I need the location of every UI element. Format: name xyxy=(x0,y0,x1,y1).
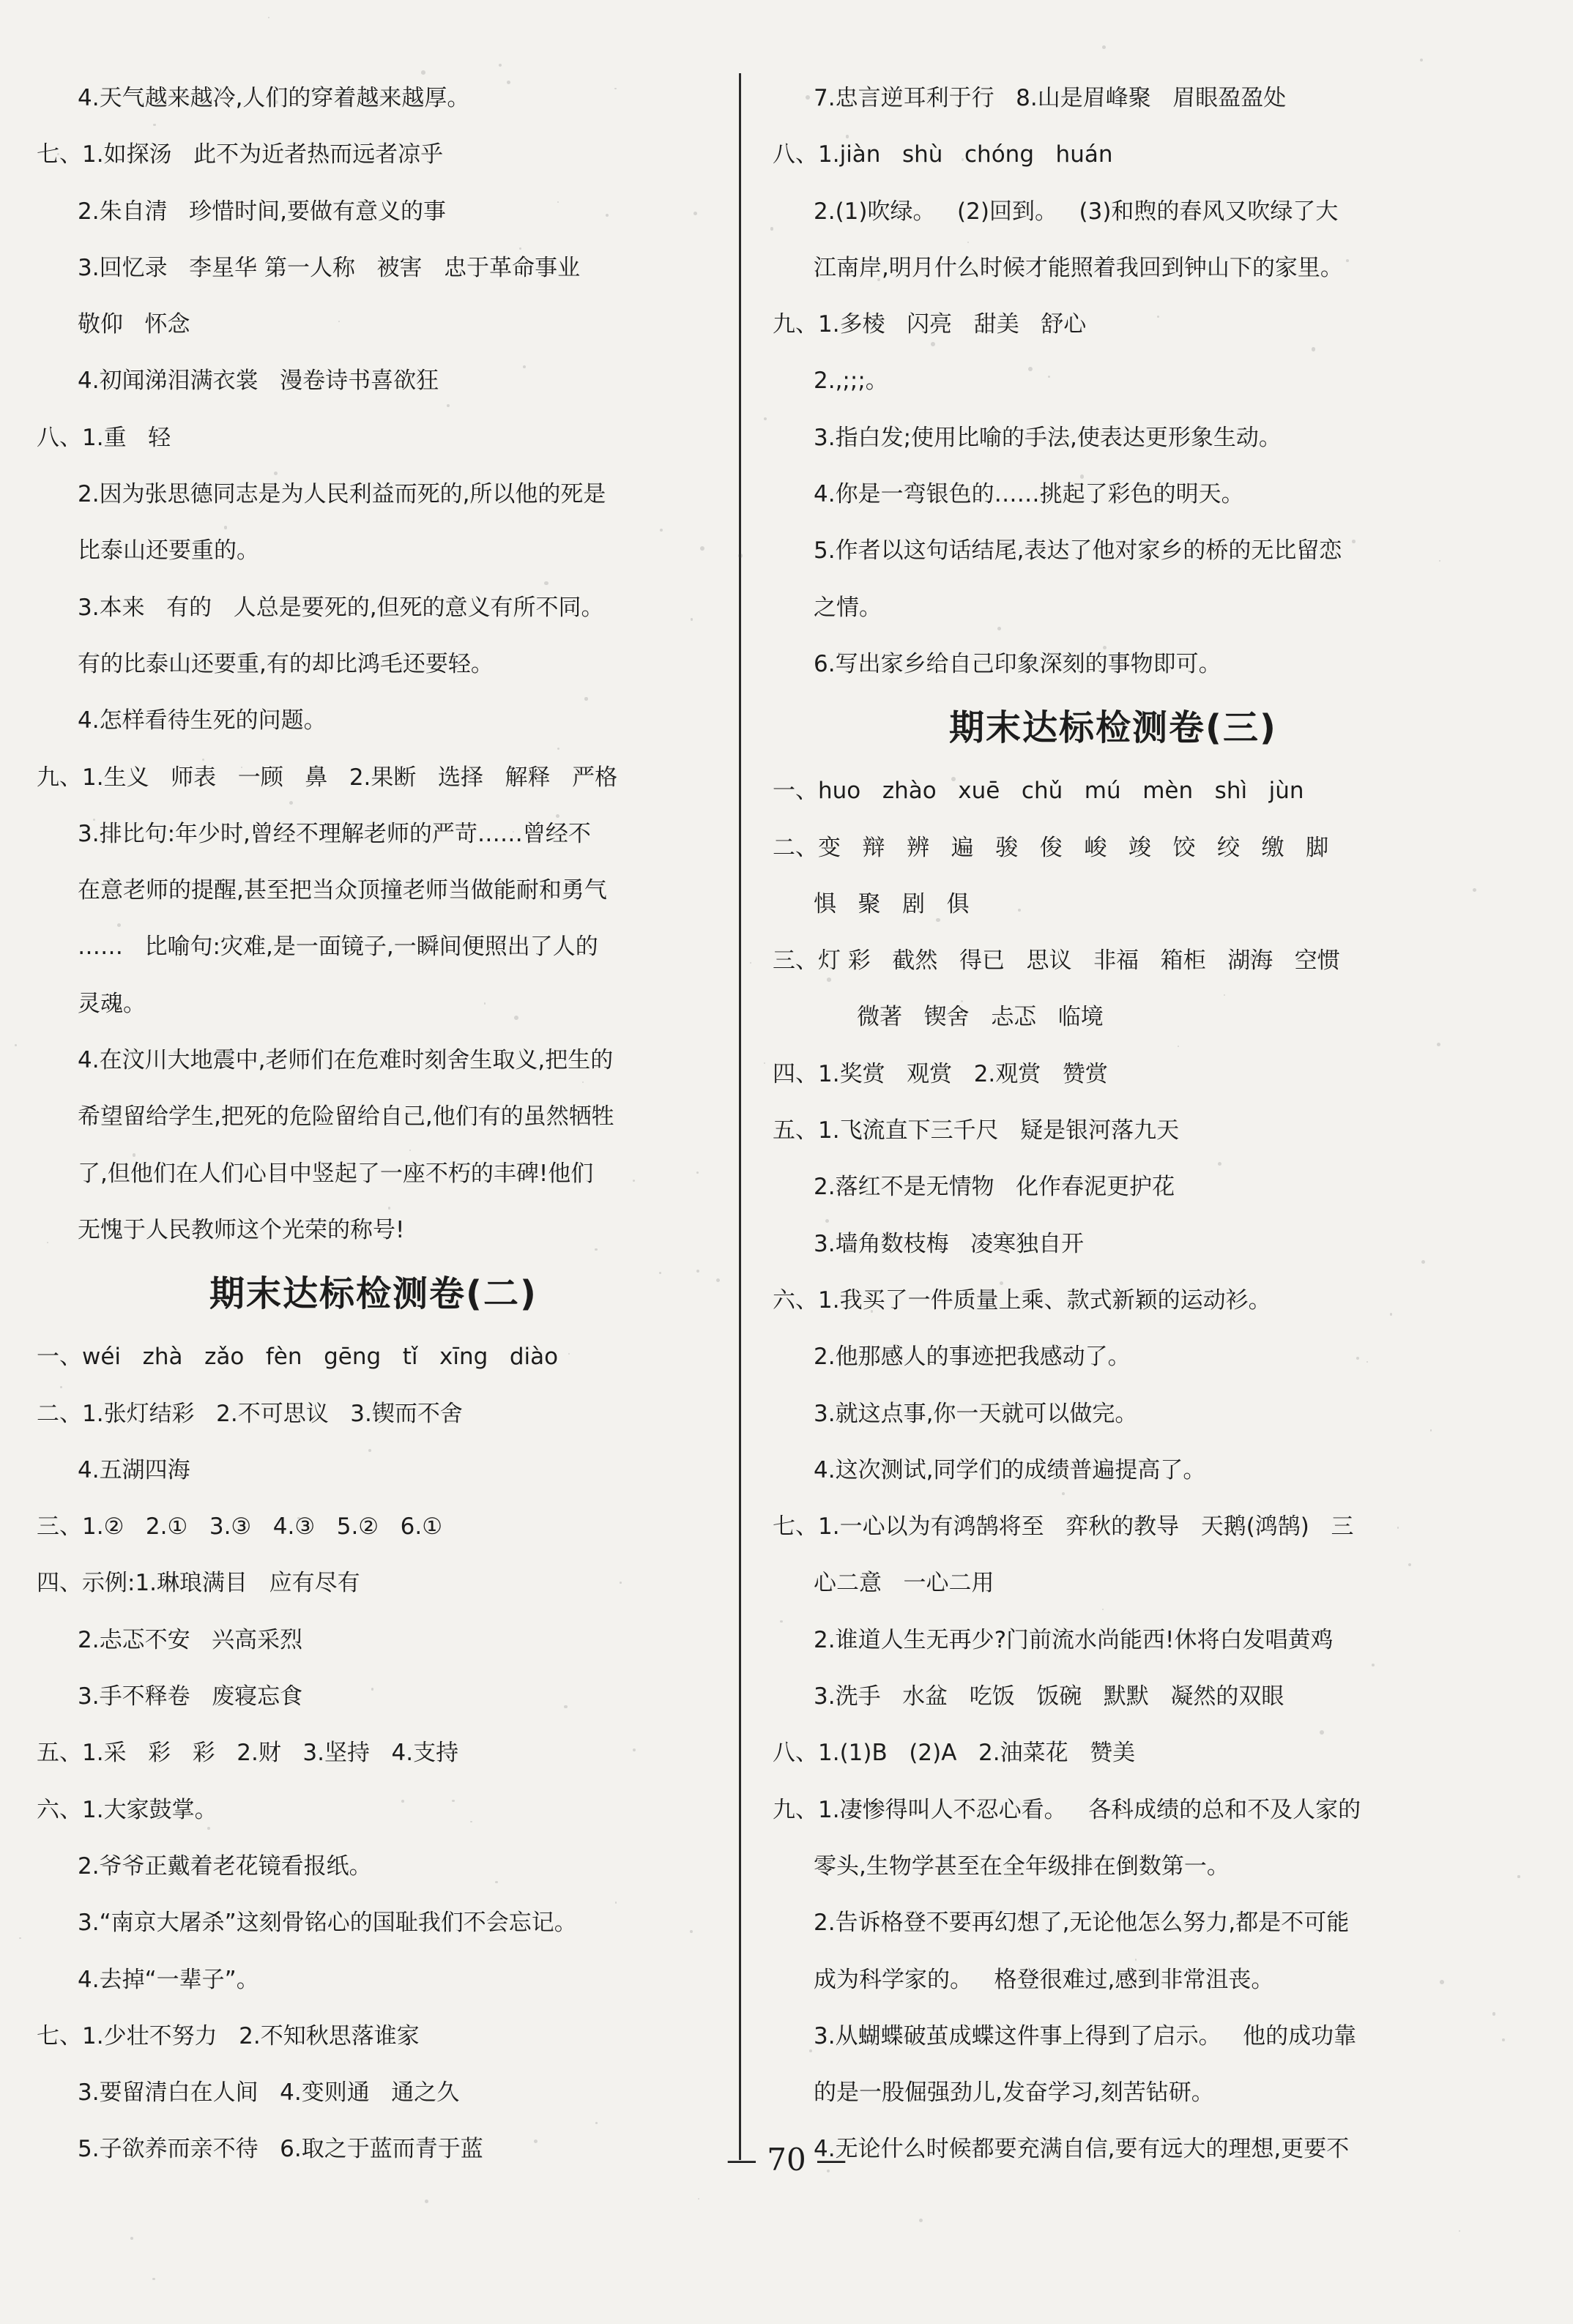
answer-line: 5.作者以这句话结尾,表达了他对家乡的桥的无比留恋 xyxy=(814,537,1342,565)
paper-speck xyxy=(827,977,831,982)
paper-speck xyxy=(93,819,95,821)
paper-speck xyxy=(1153,712,1155,715)
answer-line: 九、1.生义 师表 一顾 鼻 2.果断 选择 解释 严格 xyxy=(37,764,618,791)
answer-line: 心二意 一心二用 xyxy=(814,1570,994,1597)
answer-line: 零头,生物学甚至在全年级排在倒数第一。 xyxy=(814,1852,1230,1880)
paper-speck xyxy=(268,17,270,19)
paper-speck xyxy=(764,1062,765,1064)
answer-line: 的是一股倔强劲儿,发奋学习,刻苦钻研。 xyxy=(814,2079,1214,2107)
paper-speck xyxy=(1352,540,1356,543)
paper-speck xyxy=(130,2237,133,2240)
section-heading: 期末达标检测卷(三) xyxy=(949,707,1277,749)
paper-speck xyxy=(919,2219,923,2222)
paper-speck xyxy=(1102,45,1106,49)
paper-speck xyxy=(452,1800,455,1803)
paper-speck xyxy=(266,1122,267,1124)
answer-line: 3.墙角数枝梅 凌寒独自开 xyxy=(814,1230,1085,1257)
answer-line: 2.因为张思德同志是为人民利益而死的,所以他的死是 xyxy=(78,481,606,508)
answer-line: 4.五湖四海 xyxy=(78,1456,190,1483)
answer-line: 4.天气越来越冷,人们的穿着越来越厚。 xyxy=(78,85,470,111)
answer-line: 七、1.少壮不努力 2.不知秋思落谁家 xyxy=(37,2022,420,2049)
answer-line: 2.爷爷正戴着老花镜看报纸。 xyxy=(78,1852,372,1880)
paper-speck xyxy=(1459,2230,1460,2232)
answer-line: 3.从蝴蝶破茧成蝶这件事上得到了启示。 他的成功靠 xyxy=(814,2022,1357,2049)
answer-line: 九、1.凄惨得叫人不忍心看。 各科成绩的总和不及人家的 xyxy=(773,1796,1361,1823)
paper-speck xyxy=(152,2278,155,2281)
paper-speck xyxy=(951,777,956,781)
answer-line: 4.去掉“一辈子”。 xyxy=(78,1966,259,1993)
answer-line: 4.这次测试,同学们的成绩普遍提高了。 xyxy=(814,1456,1206,1483)
paper-speck xyxy=(846,135,849,138)
paper-speck xyxy=(470,1821,472,1823)
answer-line: 3.排比句:年少时,曾经不理解老师的严苛……曾经不 xyxy=(78,820,591,847)
paper-speck xyxy=(992,1910,996,1914)
answer-line: 在意老师的提醒,甚至把当众顶撞老师当做能耐和勇气 xyxy=(78,877,607,904)
answer-line: 之情。 xyxy=(814,594,882,621)
paper-speck xyxy=(780,1620,783,1623)
answer-line: 微著 锲舍 忐忑 临境 xyxy=(814,1004,1104,1031)
answer-line: 3.手不释卷 废寝忘食 xyxy=(78,1683,303,1710)
answer-line: 2.朱自清 珍惜时间,要做有意义的事 xyxy=(78,198,446,225)
paper-speck xyxy=(584,697,588,701)
answer-line: 一、huo zhào xuē chǔ mú mèn shì jùn xyxy=(773,778,1304,805)
paper-speck xyxy=(1430,1429,1432,1431)
paper-speck xyxy=(519,247,521,249)
paper-speck xyxy=(421,70,425,75)
paper-speck xyxy=(1346,259,1349,262)
answer-line: 2.他那感人的事迹把我感动了。 xyxy=(814,1344,1131,1371)
paper-speck xyxy=(1062,1492,1065,1495)
answer-line: 八、1.重 轻 xyxy=(37,424,171,451)
paper-speck xyxy=(174,1051,177,1054)
answer-line: 无愧于人民教师这个光荣的称号! xyxy=(78,1216,405,1243)
paper-speck xyxy=(114,827,116,830)
answer-line: 八、1.jiàn shù chóng huán xyxy=(773,141,1113,168)
paper-speck xyxy=(1224,994,1225,996)
answer-line: 七、1.如探汤 此不为近者热而远者凉乎 xyxy=(37,141,444,168)
answer-line: 4.你是一弯银色的……挑起了彩色的明天。 xyxy=(814,481,1244,508)
answer-line: 3.洗手 水盆 吃饭 饭碗 默默 凝然的双眼 xyxy=(814,1683,1284,1710)
paper-speck xyxy=(147,936,150,939)
paper-speck xyxy=(931,342,935,346)
paper-speck xyxy=(660,529,663,532)
paper-speck xyxy=(1437,1043,1440,1046)
answer-line: 希望留给学生,把死的危险留给自己,他们有的虽然牺牲 xyxy=(78,1103,614,1131)
answer-line: 3.指白发;使用比喻的手法,使表达更形象生动。 xyxy=(814,424,1282,451)
paper-speck xyxy=(274,472,278,475)
left-column xyxy=(37,70,710,2178)
paper-speck xyxy=(346,1355,349,1357)
paper-speck xyxy=(507,81,510,84)
paper-speck xyxy=(1473,888,1477,893)
paper-speck xyxy=(1320,1730,1324,1735)
paper-speck xyxy=(696,1270,699,1273)
paper-speck xyxy=(659,1272,661,1274)
paper-speck xyxy=(764,417,767,420)
paper-speck xyxy=(1421,1260,1425,1264)
paper-speck xyxy=(297,1517,300,1520)
paper-speck xyxy=(499,64,502,67)
page-number: — 70 — xyxy=(726,2142,847,2178)
answer-line: 3.“南京大屠杀”这刻骨铭心的国耻我们不会忘记。 xyxy=(78,1910,577,1937)
paper-speck xyxy=(207,1827,210,1830)
paper-speck xyxy=(936,918,940,923)
paper-speck xyxy=(256,1118,259,1121)
answer-line: 四、1.奖赏 观赏 2.观赏 赞赏 xyxy=(773,1060,1108,1087)
answer-line: 六、1.大家鼓掌。 xyxy=(37,1796,217,1823)
answer-line: 6.写出家乡给自己印象深刻的事物即可。 xyxy=(814,650,1221,677)
paper-speck xyxy=(738,554,743,558)
paper-speck xyxy=(401,1800,404,1803)
paper-speck xyxy=(1372,1664,1375,1666)
paper-speck xyxy=(274,100,278,104)
paper-speck xyxy=(595,1248,598,1251)
answer-line: 2.谁道人生无再少?门前流水尚能西!休将白发唱黄鸡 xyxy=(814,1626,1334,1653)
paper-speck xyxy=(368,1449,371,1452)
paper-speck xyxy=(1000,1281,1003,1285)
paper-speck xyxy=(1048,376,1050,378)
answer-line: 三、灯 彩 截然 得已 思议 非福 箱柜 湖海 空惯 xyxy=(773,947,1340,975)
paper-speck xyxy=(615,1902,617,1903)
paper-speck xyxy=(595,2122,598,2124)
answer-line: 了,但他们在人们心目中竖起了一座不朽的丰碑!他们 xyxy=(78,1160,594,1187)
answer-line: 二、1.张灯结彩 2.不可思议 3.锲而不舍 xyxy=(37,1400,463,1427)
answer-line: 敬仰 怀念 xyxy=(78,311,190,338)
answer-line: 灵魂。 xyxy=(78,990,146,1017)
paper-speck xyxy=(1517,1875,1520,1877)
paper-speck xyxy=(371,1688,373,1690)
answer-line: …… 比喻句:灾难,是一面镜子,一瞬间便照出了人的 xyxy=(78,934,598,961)
answer-line: 八、1.(1)B (2)A 2.油菜花 赞美 xyxy=(773,1740,1136,1767)
paper-speck xyxy=(1249,956,1254,961)
paper-speck xyxy=(120,440,122,442)
paper-speck xyxy=(1420,59,1423,62)
paper-speck xyxy=(176,939,180,944)
paper-speck xyxy=(1502,2038,1505,2041)
paper-speck xyxy=(690,1930,693,1933)
paper-speck xyxy=(750,962,751,964)
paper-speck xyxy=(806,95,810,100)
answer-line: 有的比泰山还要重,有的却比鸿毛还要轻。 xyxy=(78,650,494,677)
answer-line: 4.怎样看待生死的问题。 xyxy=(78,707,327,734)
answer-line: 七、1.一心以为有鸿鹄将至 弈秋的教导 天鹅(鸿鹄) 三 xyxy=(773,1513,1354,1541)
paper-speck xyxy=(1312,347,1315,351)
paper-speck xyxy=(19,1937,21,1940)
answer-line: 成为科学家的。 格登很难过,感到非常沮丧。 xyxy=(814,1966,1274,1993)
paper-speck xyxy=(544,581,548,586)
paper-speck xyxy=(698,2198,699,2200)
right-column xyxy=(773,70,1454,2178)
answer-line: 五、1.采 彩 彩 2.财 3.坚持 4.支持 xyxy=(37,1740,459,1767)
paper-speck xyxy=(1492,2012,1496,2016)
answer-line: 二、变 辩 辨 遍 骏 俊 峻 竣 饺 绞 缴 脚 xyxy=(773,834,1329,861)
answer-line: 三、1.② 2.① 3.③ 4.③ 5.② 6.① xyxy=(37,1513,443,1541)
answer-line: 4.初闻涕泪满衣裳 漫卷诗书喜欲狂 xyxy=(78,368,439,395)
column-divider xyxy=(739,73,741,2160)
answer-line: 3.本来 有的 人总是要死的,但死的意义有所不同。 xyxy=(78,594,604,621)
paper-speck xyxy=(827,2170,830,2172)
paper-speck xyxy=(691,618,693,621)
paper-speck xyxy=(388,1207,390,1209)
answer-line: 3.回忆录 李星华 第一人称 被害 忠于革命事业 xyxy=(78,254,581,281)
answer-line: 2.忐忑不安 兴高采烈 xyxy=(78,1626,303,1653)
paper-speck xyxy=(871,1310,873,1312)
answer-line: 六、1.我买了一件质量上乘、款式新颖的运动衫。 xyxy=(773,1286,1271,1314)
paper-speck xyxy=(1218,1162,1221,1166)
answer-line: 2.落红不是无情物 化作春泥更护花 xyxy=(814,1174,1175,1201)
section-heading: 期末达标检测卷(二) xyxy=(209,1273,538,1315)
answer-line: 江南岸,明月什么时候才能照着我回到钟山下的家里。 xyxy=(814,254,1343,281)
answer-line: 比泰山还要重的。 xyxy=(78,537,259,565)
answer-line: 五、1.飞流直下三千尺 疑是银河落九天 xyxy=(773,1117,1180,1144)
answer-line: 2.,;;;。 xyxy=(814,368,888,395)
paper-speck xyxy=(997,627,1001,630)
answer-line: 7.忠言逆耳利于行 8.山是眉峰聚 眉眼盈盈处 xyxy=(814,85,1287,111)
paper-speck xyxy=(700,546,704,551)
answer-line: 九、1.多棱 闪亮 甜美 舒心 xyxy=(773,311,1087,338)
paper-speck xyxy=(15,1044,17,1046)
paper-speck xyxy=(117,923,121,927)
answer-line: 4.无论什么时候都要充满自信,要有远大的理想,更要不 xyxy=(814,2136,1350,2163)
answer-line: 一、wéi zhà zǎo fèn gēng tǐ xīng diào xyxy=(37,1344,559,1371)
paper-speck xyxy=(1028,367,1033,371)
paper-speck xyxy=(1192,206,1196,209)
paper-speck xyxy=(556,814,559,818)
paper-speck xyxy=(568,1353,570,1355)
answer-line: 惧 聚 剧 俱 xyxy=(814,890,970,917)
paper-speck xyxy=(425,2200,428,2203)
paper-speck xyxy=(1356,1357,1359,1360)
paper-speck xyxy=(809,2049,812,2052)
answer-line: 5.子欲养而亲不待 6.取之于蓝而青于蓝 xyxy=(78,2136,483,2163)
paper-speck xyxy=(877,278,880,281)
answer-line: 2.告诉格登不要再幻想了,无论他怎么努力,都是不可能 xyxy=(814,1910,1350,1937)
paper-speck xyxy=(962,158,964,160)
paper-speck xyxy=(716,1278,720,1282)
answer-line: 四、示例:1.琳琅满目 应有尽有 xyxy=(37,1570,360,1597)
paper-speck xyxy=(696,1172,699,1174)
answer-line: 4.在汶川大地震中,老师们在危难时刻舍生取义,把生的 xyxy=(78,1047,614,1074)
answer-line: 2.(1)吹绿。 (2)回到。 (3)和煦的春风又吹绿了大 xyxy=(814,198,1339,225)
paper-speck xyxy=(289,801,293,805)
answer-line: 3.就这点事,你一天就可以做完。 xyxy=(814,1400,1138,1427)
answer-line: 3.要留清白在人间 4.变则通 通之久 xyxy=(78,2079,460,2107)
